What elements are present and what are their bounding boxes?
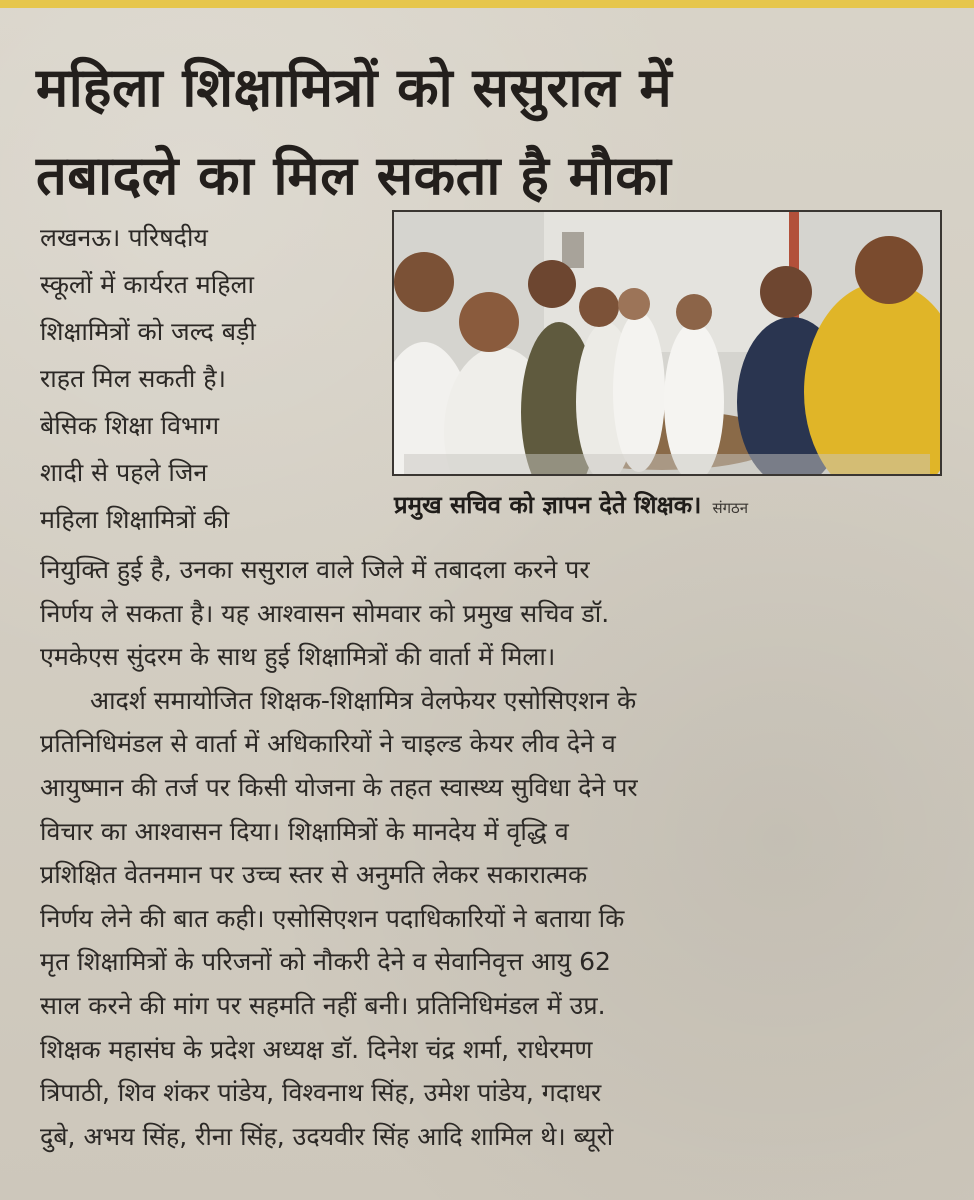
- headline: [36, 44, 936, 220]
- headline-line-2: तबादले का मिल सकता है मौका: [36, 144, 672, 207]
- article-line: महिला शिक्षामित्रों की: [40, 505, 230, 534]
- article-line: विचार का आश्वासन दिया। शिक्षामित्रों के मानदेय में वृद्धि व: [40, 816, 569, 846]
- headline-line-1: महिला शिक्षामित्रों को ससुराल में: [36, 56, 673, 119]
- article-line: प्रशिक्षित वेतनमान पर उच्च स्तर से अनुमति लेकर सकारात्मक: [40, 860, 588, 890]
- photo-credit: संगठन: [712, 499, 749, 517]
- article-line: लखनऊ। परिषदीय: [40, 223, 208, 252]
- article-line: दुबे, अभय सिंह, रीना सिंह, उदयवीर सिंह आदि शामिल थे। ब्यूरो: [40, 1121, 614, 1151]
- photo-caption: [394, 488, 954, 521]
- article-line: आयुष्मान की तर्ज पर किसी योजना के तहत स्वास्थ्य सुविधा देने पर: [40, 772, 638, 802]
- article-line: शिक्षामित्रों को जल्द बड़ी: [40, 317, 256, 346]
- photo-caption-text: प्रमुख सचिव को ज्ञापन देते शिक्षक।: [394, 491, 702, 519]
- news-photo: [392, 210, 942, 476]
- article-line: प्रतिनिधिमंडल से वार्ता में अधिकारियों ने चाइल्ड केयर लीव देने व: [40, 729, 616, 759]
- article-intro-column: [40, 214, 380, 543]
- article-line: निर्णय ले सकता है। यह आश्वासन सोमवार को प्रमुख सचिव डॉ.: [40, 598, 610, 628]
- article-line: एमकेएस सुंदरम के साथ हुई शिक्षामित्रों की वार्ता में मिला।: [40, 642, 556, 672]
- article-line: निर्णय लेने की बात कही। एसोसिएशन पदाधिकारियों ने बताया कि: [40, 903, 625, 933]
- article-line: शादी से पहले जिन: [40, 458, 208, 487]
- article-body: [40, 548, 940, 1158]
- article-line: मृत शिक्षामित्रों के परिजनों को नौकरी देने व सेवानिवृत्त आयु 62: [40, 947, 611, 977]
- article-line: आदर्श समायोजित शिक्षक-शिक्षामित्र वेलफेयर एसोसिएशन के: [90, 685, 637, 715]
- article-line: स्कूलों में कार्यरत महिला: [40, 270, 254, 299]
- article-line: साल करने की मांग पर सहमति नहीं बनी। प्रतिनिधिमंडल में उप्र.: [40, 990, 606, 1020]
- article-line: बेसिक शिक्षा विभाग: [40, 411, 220, 440]
- page-edge-strip: [0, 0, 974, 8]
- news-photo-illustration: [394, 212, 940, 474]
- article-line: नियुक्ति हुई है, उनका ससुराल वाले जिले में तबादला करने पर: [40, 555, 590, 584]
- article-line: शिक्षक महासंघ के प्रदेश अध्यक्ष डॉ. दिनेश चंद्र शर्मा, राधेरमण: [40, 1034, 593, 1064]
- article-line: त्रिपाठी, शिव शंकर पांडेय, विश्वनाथ सिंह, उमेश पांडेय, गदाधर: [40, 1078, 602, 1108]
- article-line: राहत मिल सकती है।: [40, 364, 227, 393]
